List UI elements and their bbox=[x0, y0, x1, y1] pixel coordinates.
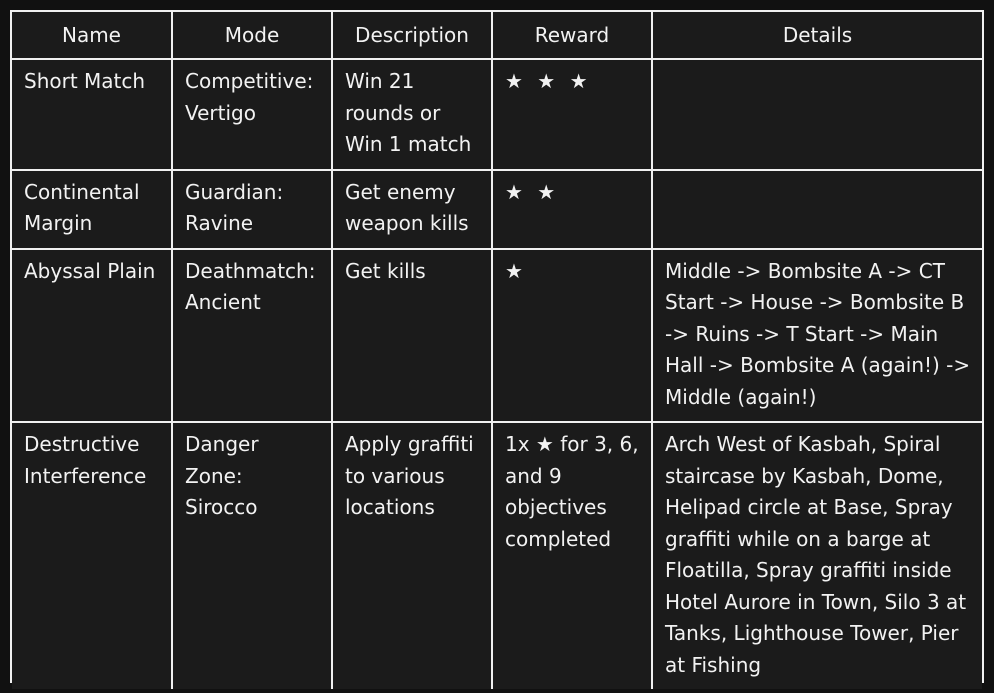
cell-mode: Competitive: Vertigo bbox=[172, 59, 332, 170]
cell-description: Get enemy weapon kills bbox=[332, 170, 492, 249]
cell-name: Short Match bbox=[12, 59, 172, 170]
header-description: Description bbox=[332, 12, 492, 59]
cell-mode: Guardian: Ravine bbox=[172, 170, 332, 249]
cell-details bbox=[652, 170, 982, 249]
cell-description: Get kills bbox=[332, 249, 492, 423]
missions-table bbox=[12, 12, 982, 689]
cell-reward: ★ bbox=[492, 249, 652, 423]
table-header-row bbox=[12, 12, 982, 59]
cell-name: Abyssal Plain bbox=[12, 249, 172, 423]
cell-reward: ★ ★ bbox=[492, 170, 652, 249]
cell-name: Destructive Interference bbox=[12, 422, 172, 689]
cell-details: Middle -> Bombsite A -> CT Start -> House -> Bombsite B -> Ruins -> T Start -> Main Hall -> Bombsite A (again!) -> Middle (again!) bbox=[652, 249, 982, 423]
cell-reward: ★ ★ ★ bbox=[492, 59, 652, 170]
header-details: Details bbox=[652, 12, 982, 59]
table-row bbox=[12, 422, 982, 689]
cell-name: Continental Margin bbox=[12, 170, 172, 249]
cell-description: Apply graffiti to various locations bbox=[332, 422, 492, 689]
cell-details bbox=[652, 59, 982, 170]
cell-reward: 1x ★ for 3, 6, and 9 objectives completed bbox=[492, 422, 652, 689]
cell-description: Win 21 rounds or Win 1 match bbox=[332, 59, 492, 170]
table-row bbox=[12, 59, 982, 170]
cell-mode: Danger Zone: Sirocco bbox=[172, 422, 332, 689]
table-row bbox=[12, 170, 982, 249]
header-reward: Reward bbox=[492, 12, 652, 59]
cell-details: Arch West of Kasbah, Spiral staircase by Kasbah, Dome, Helipad circle at Base, Spray graffiti while on a barge at Floatilla, Spray graffiti inside Hotel Aurore in Town, Silo 3 at Tanks, Lighthouse Tower, Pier at Fishing bbox=[652, 422, 982, 689]
table-row bbox=[12, 249, 982, 423]
header-mode: Mode bbox=[172, 12, 332, 59]
header-name: Name bbox=[12, 12, 172, 59]
missions-table-frame bbox=[10, 10, 984, 683]
cell-mode: Deathmatch: Ancient bbox=[172, 249, 332, 423]
